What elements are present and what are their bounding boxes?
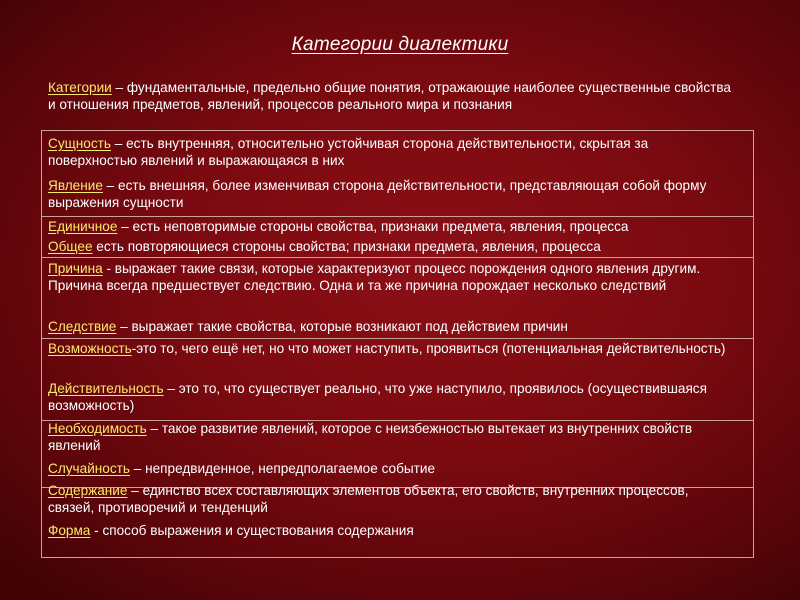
entry-term: Действительность	[48, 381, 164, 396]
entry-prichina	[48, 260, 738, 294]
entry-definition: -это то, чего ещё нет, но что может наступить, проявиться (потенциальная действительность)	[131, 341, 726, 356]
entry-term: Необходимость	[48, 421, 147, 436]
entry-term: Форма	[48, 523, 91, 538]
entry-term: Общее	[48, 239, 93, 254]
intro-term: Категории	[48, 80, 112, 95]
entry-definition: – есть неповторимые стороны свойства, признаки предмета, явления, процесса	[117, 219, 629, 234]
entry-term: Единичное	[48, 219, 118, 234]
intro-paragraph	[48, 79, 738, 113]
entry-term: Причина	[48, 261, 103, 276]
entry-term: Явление	[48, 178, 103, 193]
entry-term: Возможность	[48, 341, 132, 356]
entry-definition: – выражает такие свойства, которые возникают под действием причин	[116, 319, 568, 334]
entry-definition: – это то, что существует реально, что уже наступило, проявилось (осуществившаяся возможность)	[48, 381, 707, 413]
entry-sledstvie	[48, 318, 738, 335]
entry-obshchee	[48, 238, 738, 255]
entry-definition: – непредвиденное, непредполагаемое событие	[129, 461, 436, 476]
entry-neobkhodimost	[48, 420, 738, 454]
entry-definition: - выражает такие связи, которые характеризуют процесс порождения одного явления другим. Причина всегда предшествует следствию. Одна и та же причина порождает несколько следствий	[48, 261, 701, 293]
entry-definition: – есть внешняя, более изменчивая сторона действительности, представляющая собой форму выражения сущности	[48, 178, 707, 210]
entry-definition: – такое развитие явлений, которое с неизбежностью вытекает из внутренних свойств явлений	[48, 421, 693, 453]
intro-definition: – фундаментальные, предельно общие понятия, отражающие наиболее существенные свойства и отношения предметов, явлений, процессов реального мира и познания	[48, 80, 731, 112]
entry-yavlenie	[48, 177, 738, 211]
entry-definition: – есть внутренняя, относительно устойчивая сторона действительности, скрытая за поверхностью явлений и выражающаяся в них	[48, 136, 649, 168]
entry-definition: есть повторяющиеся стороны свойства; признаки предмета, явления, процесса	[92, 239, 601, 254]
entry-deystvitelnost	[48, 380, 738, 414]
entry-edinichnoe	[48, 218, 738, 235]
entry-term: Сущность	[48, 136, 111, 151]
entry-definition: – единство всех составляющих элементов объекта, его свойств, внутренних процессов, связей, противоречий и тенденций	[48, 483, 689, 515]
entry-sushchnost	[48, 135, 738, 169]
entry-forma	[48, 522, 738, 539]
entry-term: Случайность	[48, 461, 130, 476]
entry-soderzhanie	[48, 482, 738, 516]
entry-definition: - способ выражения и существования содержания	[90, 523, 414, 538]
entry-term: Содержание	[48, 483, 128, 498]
slide-title: Категории диалектики	[291, 34, 509, 55]
entry-vozmozhnost	[48, 340, 738, 357]
entry-term: Следствие	[48, 319, 117, 334]
entry-sluchaynost	[48, 460, 738, 477]
